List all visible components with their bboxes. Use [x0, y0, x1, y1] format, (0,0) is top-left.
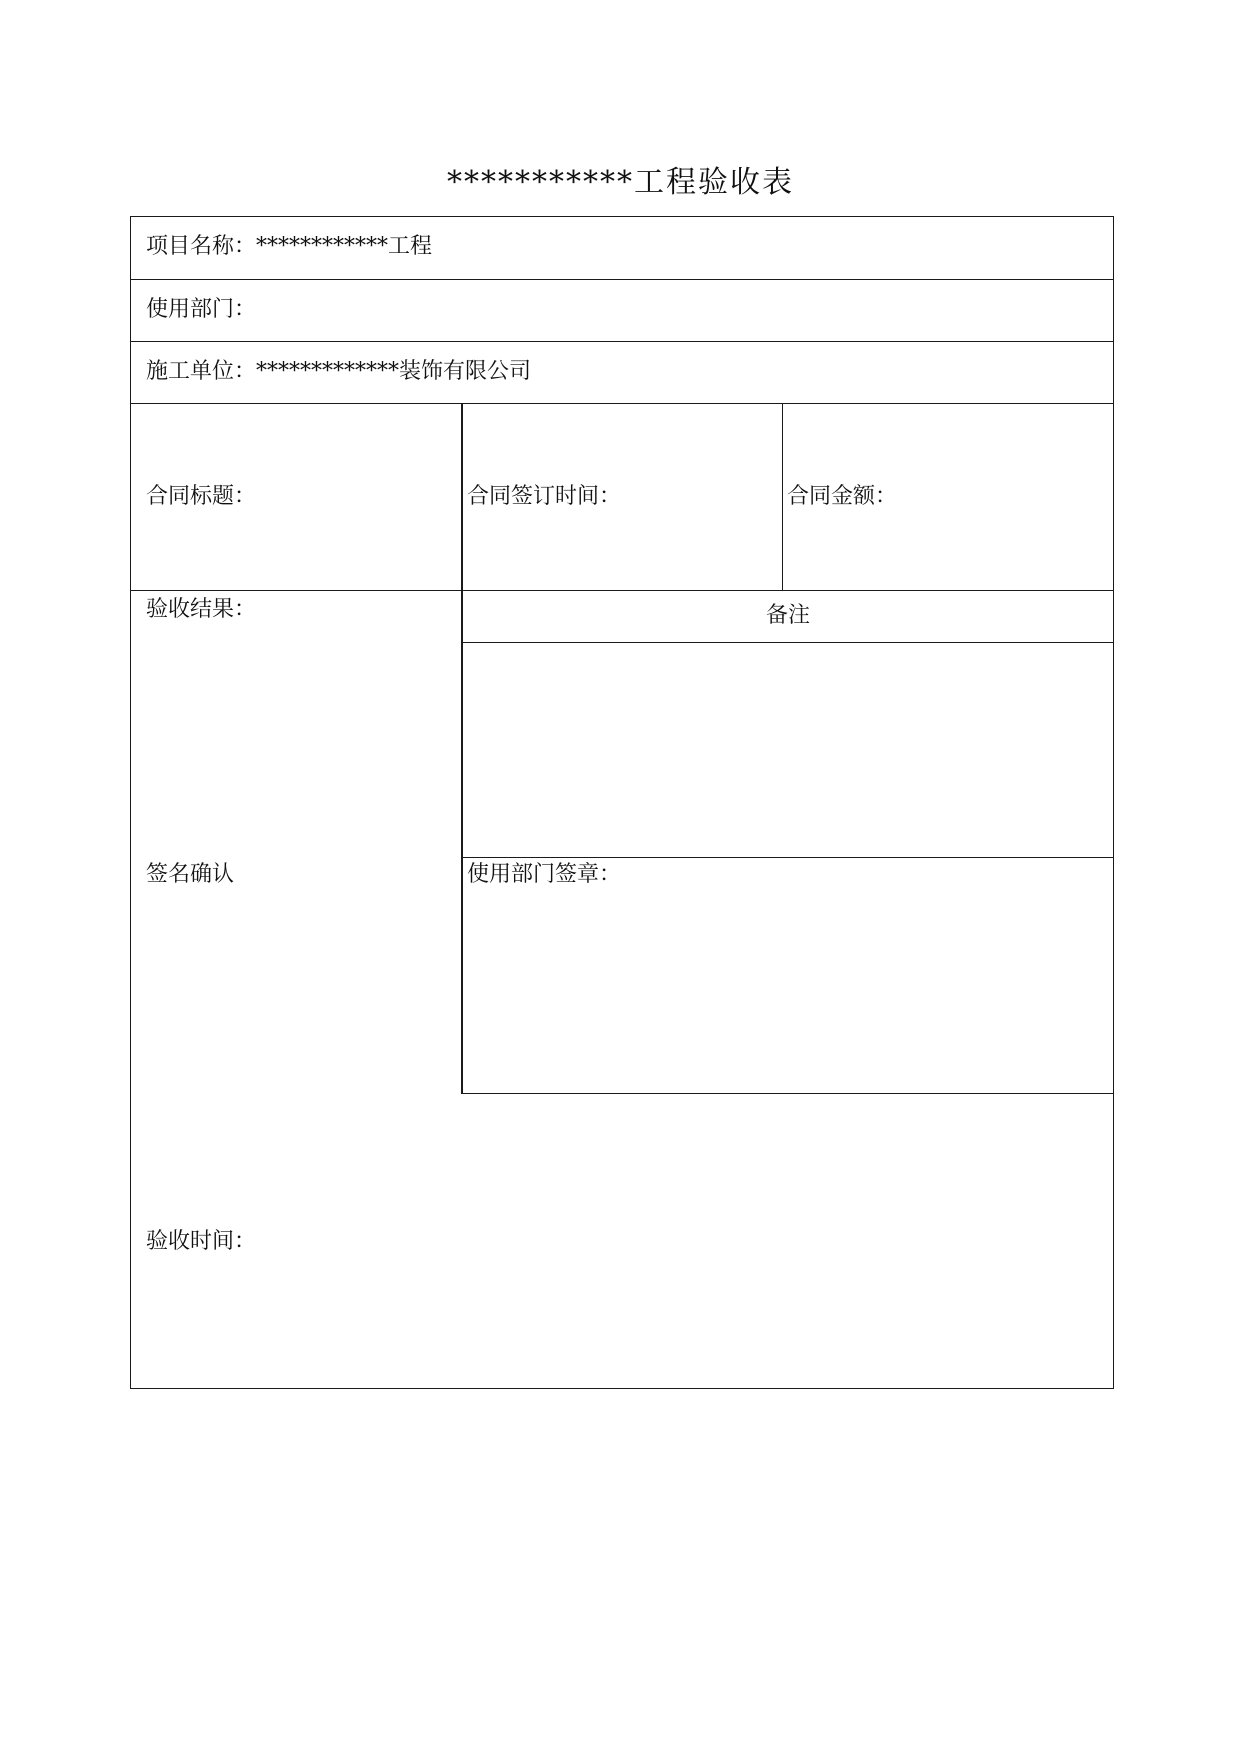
acceptance-result-label: 验收结果：	[146, 597, 257, 622]
table-border-left	[130, 216, 131, 1389]
acceptance-time-label: 验收时间：	[146, 1229, 257, 1254]
using-department-field: 使用部门：	[146, 297, 257, 322]
table-border-bottom	[130, 1388, 1114, 1389]
remarks-body-divider	[462, 857, 1114, 858]
remarks-header-divider	[462, 642, 1114, 643]
table-border-right	[1113, 216, 1114, 1389]
remarks-header: 备注	[765, 603, 810, 628]
contract-title-field: 合同标题：	[146, 484, 257, 509]
col-divider-main	[461, 403, 463, 1094]
table-border-top	[130, 216, 1114, 217]
row-divider-4	[130, 590, 1114, 591]
col-divider-amount	[782, 403, 783, 591]
seal-bottom-divider	[462, 1093, 1114, 1094]
document-title: ***********工程验收表	[447, 165, 794, 200]
signature-confirm-label: 签名确认	[146, 862, 235, 887]
contract-amount-field: 合同金额：	[787, 484, 898, 509]
construction-unit-field: 施工单位：*************装饰有限公司	[146, 359, 532, 384]
row-divider-2	[130, 341, 1114, 342]
contract-sign-time-field: 合同签订时间：	[467, 484, 622, 509]
department-seal-label: 使用部门签章：	[467, 862, 622, 887]
row-divider-3	[130, 403, 1114, 404]
row-divider-1	[130, 279, 1114, 280]
project-name-field: 项目名称：************工程	[146, 234, 433, 259]
